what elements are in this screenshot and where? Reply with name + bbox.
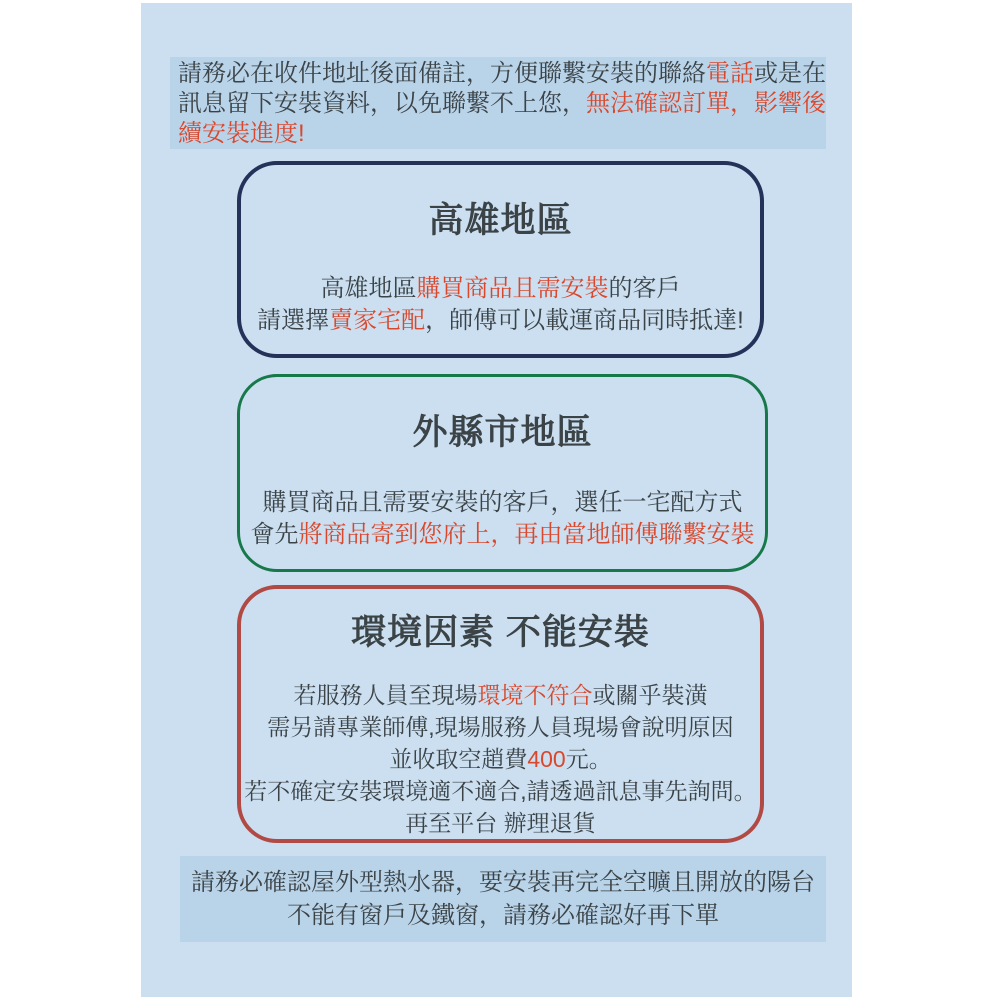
environment-factor-box	[237, 585, 764, 843]
kaohsiung-area-title: 高雄地區	[428, 201, 573, 240]
text-dark-segment: 訊息留下安裝資料，以免聯繫不上您，	[178, 90, 586, 117]
outer-counties-body-line-2	[240, 519, 765, 551]
text-dark-segment: 的客戶	[608, 275, 681, 302]
text-dark-segment: 請務必在收件地址後面備註，方便聯繫安裝的聯絡	[178, 60, 706, 87]
kaohsiung-area-box	[237, 161, 764, 358]
text-red-segment: 購買商品且需安裝	[416, 275, 609, 302]
text-dark-segment: 並收取空趙費	[389, 746, 528, 772]
kaohsiung-area-body	[241, 273, 760, 337]
page-background	[141, 3, 852, 997]
environment-factor-title: 環境因素 不能安裝	[351, 613, 650, 652]
kaohsiung-body-line-2	[241, 305, 760, 337]
text-dark-segment: 不能有窗戶及鐵窗，請務必確認好再下單	[287, 902, 719, 929]
environment-body-line-1	[241, 679, 760, 711]
text-dark-segment: 或關乎裝潢	[592, 682, 708, 708]
text-red-segment: 電話	[706, 60, 754, 87]
text-dark-segment: 需另請專業師傅,現場服務人員現場會說明原因	[267, 714, 734, 740]
text-red-segment: 賣家宅配	[329, 307, 426, 334]
top-note-line-3	[178, 119, 826, 149]
environment-body-line-5	[241, 807, 760, 839]
text-dark-segment: ，師傅可以載運商品同時抵達!	[425, 307, 744, 334]
environment-body-line-2	[241, 711, 760, 743]
bottom-note-panel	[180, 856, 826, 942]
top-note-line-1	[178, 59, 826, 89]
outer-counties-title: 外縣市地區	[412, 413, 593, 452]
text-dark-segment: 若不確定安裝環境適不適合,請透過訊息事先詢問。	[244, 778, 757, 804]
top-note-panel	[170, 57, 826, 149]
environment-factor-body	[241, 679, 760, 839]
environment-body-line-3	[241, 743, 760, 775]
text-dark-segment: 或是在	[754, 60, 826, 87]
outer-counties-body-line-1	[240, 487, 765, 519]
text-dark-segment: 請務必確認屋外型熱水器，要安裝再完全空曠且開放的陽台	[191, 869, 815, 896]
text-dark-segment: 元。	[565, 746, 612, 772]
text-dark-segment: 會先	[250, 521, 299, 548]
text-red-segment: 將商品寄到您府上，再由當地師傅聯繫安裝	[298, 521, 755, 548]
text-dark-segment: 若服務人員至現場	[293, 682, 478, 708]
text-red-segment: 環境不符合	[477, 682, 593, 708]
top-note-line-2	[178, 89, 826, 119]
bottom-note-line-2	[180, 899, 826, 932]
text-dark-segment: 購買商品且需要安裝的客戶，選任一宅配方式	[262, 489, 743, 516]
kaohsiung-body-line-1	[241, 273, 760, 305]
text-red-segment: 無法確認訂單，影響後	[586, 90, 826, 117]
text-dark-segment: 再至平台 辦理退貨	[405, 810, 596, 836]
text-dark-segment: 請選擇	[257, 307, 330, 334]
environment-body-line-4	[241, 775, 760, 807]
text-red-segment: 400	[527, 746, 566, 772]
outer-counties-body	[240, 487, 765, 551]
bottom-note-line-1	[180, 866, 826, 899]
text-red-segment: 續安裝進度!	[178, 120, 305, 147]
outer-counties-box	[237, 374, 768, 572]
text-dark-segment: 高雄地區	[320, 275, 417, 302]
